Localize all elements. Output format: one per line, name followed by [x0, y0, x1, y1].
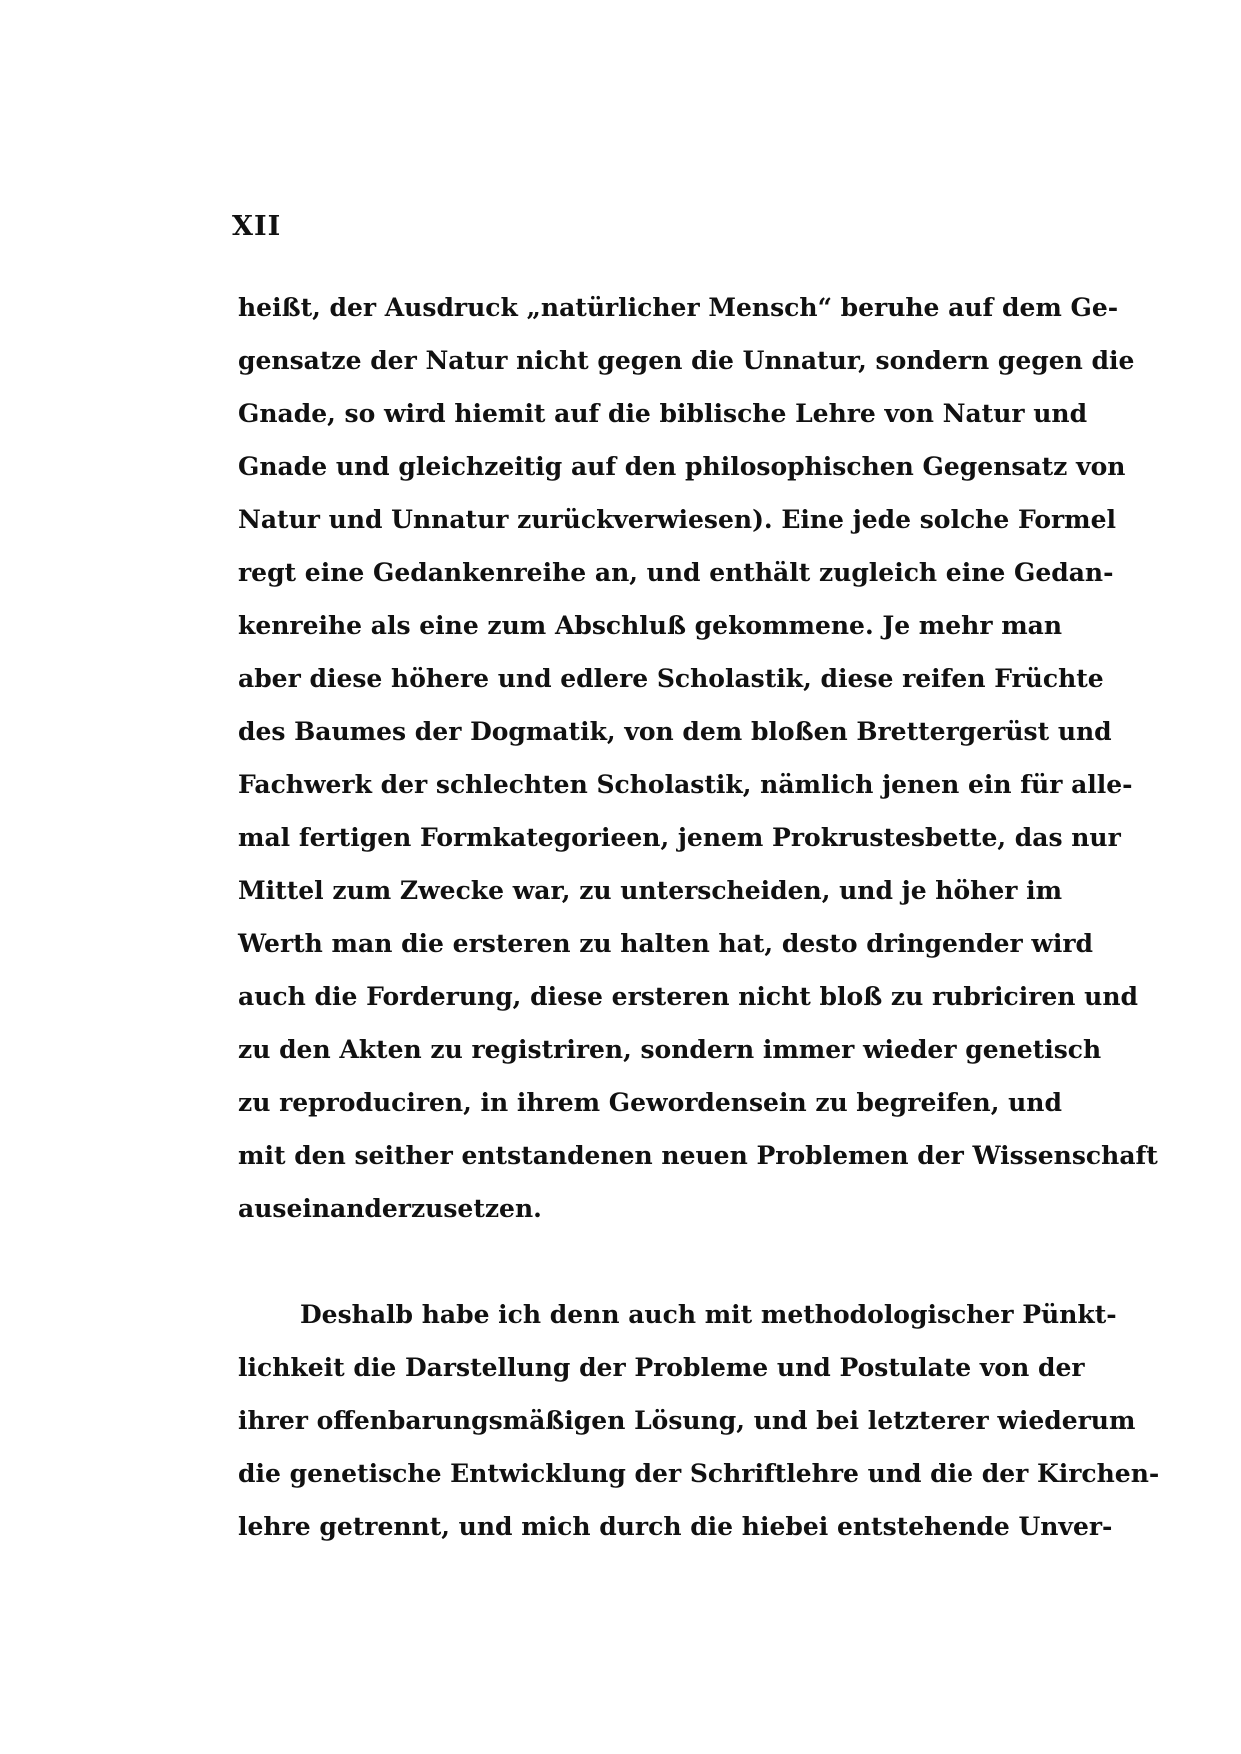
text-line: lehre getrennt, und mich durch die hiebei entstehende Unver-: [238, 1512, 1113, 1541]
text-line: zu reproduciren, in ihrem Gewordensein zu begreifen, und: [238, 1088, 1062, 1117]
text-line: gensatze der Natur nicht gegen die Unnatur, sondern gegen die: [238, 346, 1135, 375]
text-line: lichkeit die Darstellung der Probleme und Postulate von der: [238, 1353, 1085, 1382]
text-line: Gnade und gleichzeitig auf den philosophischen Gegensatz von: [238, 452, 1126, 481]
text-line: mit den seither entstandenen neuen Problemen der Wissenschaft: [238, 1141, 1158, 1170]
text-line: ihrer offenbarungsmäßigen Lösung, und bei letzterer wiederum: [238, 1406, 1136, 1435]
text-line: Gnade, so wird hiemit auf die biblische Lehre von Natur und: [238, 399, 1088, 428]
text-line: auch die Forderung, diese ersteren nicht bloß zu rubriciren und: [238, 982, 1138, 1011]
text-line: heißt, der Ausdruck „natürlicher Mensch“ beruhe auf dem Ge-: [238, 293, 1119, 322]
text-line: Natur und Unnatur zurückverwiesen). Eine jede solche Formel: [238, 505, 1117, 534]
text-line: mal fertigen Formkategorieen, jenem Prokrustesbette, das nur: [238, 823, 1121, 852]
text-line: kenreihe als eine zum Abschluß gekommene. Je mehr man: [238, 611, 1063, 640]
text-line: zu den Akten zu registriren, sondern immer wieder genetisch: [238, 1035, 1102, 1064]
text-line: auseinanderzusetzen.: [238, 1194, 542, 1223]
paragraph-1: [238, 281, 1158, 1235]
text-line: regt eine Gedankenreihe an, und enthält zugleich eine Gedan-: [238, 558, 1114, 587]
text-line: Werth man die ersteren zu halten hat, desto dringender wird: [238, 929, 1094, 958]
paragraph-2: [238, 1288, 1160, 1553]
page-number: XII: [232, 211, 282, 242]
text-line: Deshalb habe ich denn auch mit methodologischer Pünkt-: [300, 1300, 1117, 1329]
text-line: des Baumes der Dogmatik, von dem bloßen Brettergerüst und: [238, 717, 1112, 746]
text-line: Mittel zum Zwecke war, zu unterscheiden, und je höher im: [238, 876, 1063, 905]
text-line: Fachwerk der schlechten Scholastik, nämlich jenen ein für alle-: [238, 770, 1133, 799]
text-line: aber diese höhere und edlere Scholastik, diese reifen Früchte: [238, 664, 1104, 693]
text-line: die genetische Entwicklung der Schriftlehre und die der Kirchen-: [238, 1459, 1160, 1488]
